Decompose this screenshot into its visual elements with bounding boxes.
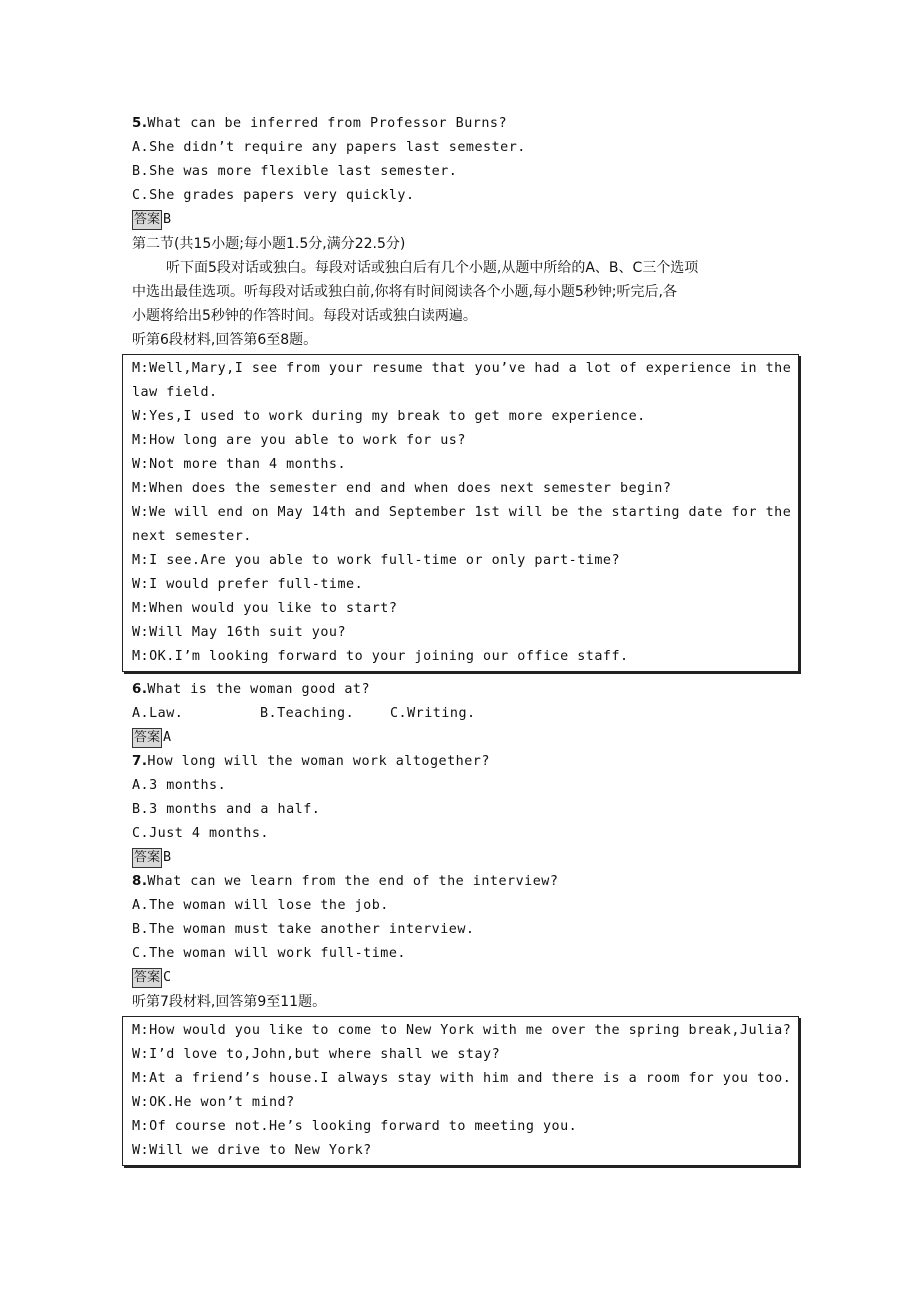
- dialogue-line: M:How would you like to come to New York with me over the spring break,Julia?: [132, 1023, 792, 1038]
- question-text: What is the woman good at?: [147, 682, 371, 697]
- option: C.She grades papers very quickly.: [132, 188, 415, 203]
- option: C.Writing.: [390, 706, 476, 721]
- question-number: 5.: [132, 116, 148, 131]
- option: A.Law.: [132, 706, 184, 721]
- dialogue-line: W:We will end on May 14th and September 1st will be the starting date for the next semester.: [132, 505, 792, 544]
- answer-row: [132, 208, 798, 232]
- material-intro: 听第6段材料,回答第6至8题。: [132, 332, 318, 348]
- dialogue-line: M:Of course not.He’s looking forward to meeting you.: [132, 1119, 578, 1134]
- exam-page: [132, 112, 798, 1172]
- option: B.She was more flexible last semester.: [132, 164, 458, 179]
- answer-value: B: [163, 850, 172, 865]
- dialogue-line: M:When does the semester end and when does next semester begin?: [132, 481, 672, 496]
- question-number: 8.: [132, 874, 148, 889]
- option: A.3 months.: [132, 778, 227, 793]
- answer-badge: 答案: [132, 848, 162, 868]
- question-6: [132, 678, 798, 702]
- dialogue-line: M:At a friend’s house.I always stay with him and there is a room for you too.: [132, 1071, 792, 1086]
- answer-value: B: [163, 212, 172, 227]
- dialogue-box: [122, 354, 799, 672]
- answer-badge: 答案: [132, 968, 162, 988]
- dialogue-line: W:I would prefer full-time.: [132, 577, 364, 592]
- answer-badge: 答案: [132, 210, 162, 230]
- option: C.Just 4 months.: [132, 826, 269, 841]
- dialogue-line: W:Not more than 4 months.: [132, 457, 347, 472]
- question-text: How long will the woman work altogether?: [147, 754, 490, 769]
- dialogue-line: W:I’d love to,John,but where shall we stay?: [132, 1047, 501, 1062]
- option: C.The woman will work full-time.: [132, 946, 406, 961]
- question-number: 6.: [132, 682, 148, 697]
- instructions-line: 小题将给出5秒钟的作答时间。每段对话或独白读两遍。: [132, 308, 477, 324]
- section-heading: 第二节(共15小题;每小题1.5分,满分22.5分): [132, 236, 406, 252]
- dialogue-line: W:Yes,I used to work during my break to get more experience.: [132, 409, 646, 424]
- answer-badge: 答案: [132, 728, 162, 748]
- question-5: [132, 112, 798, 136]
- question-text: What can we learn from the end of the interview?: [147, 874, 559, 889]
- question-8: [132, 870, 798, 894]
- option: A.The woman will lose the job.: [132, 898, 389, 913]
- material-intro: 听第7段材料,回答第9至11题。: [132, 994, 327, 1010]
- dialogue-line: M:OK.I’m looking forward to your joining our office staff.: [132, 649, 629, 664]
- option: B.Teaching.: [260, 706, 355, 721]
- option: A.She didn’t require any papers last semester.: [132, 140, 526, 155]
- answer-row: [132, 726, 798, 750]
- option: B.The woman must take another interview.: [132, 922, 475, 937]
- question-text: What can be inferred from Professor Burns?: [147, 116, 508, 131]
- answer-value: C: [163, 970, 172, 985]
- question-7: [132, 750, 798, 774]
- answer-value: A: [163, 730, 172, 745]
- answer-row: [132, 966, 798, 990]
- instructions-line: 中选出最佳选项。听每段对话或独白前,你将有时间阅读各个小题,每小题5秒钟;听完后,各: [132, 284, 677, 300]
- dialogue-box: [122, 1016, 799, 1166]
- options-row: [132, 702, 798, 726]
- dialogue-line: M:How long are you able to work for us?: [132, 433, 466, 448]
- question-number: 7.: [132, 754, 148, 769]
- dialogue-line: W:Will May 16th suit you?: [132, 625, 347, 640]
- answer-row: [132, 846, 798, 870]
- option: B.3 months and a half.: [132, 802, 321, 817]
- dialogue-line: W:Will we drive to New York?: [132, 1143, 372, 1158]
- dialogue-line: M:I see.Are you able to work full-time or only part-time?: [132, 553, 621, 568]
- instructions-line: 听下面5段对话或独白。每段对话或独白后有几个小题,从题中所给的A、B、C三个选项: [166, 260, 699, 276]
- dialogue-line: W:OK.He won’t mind?: [132, 1095, 295, 1110]
- dialogue-line: M:Well,Mary,I see from your resume that you’ve had a lot of experience in the law field.: [132, 361, 792, 400]
- dialogue-line: M:When would you like to start?: [132, 601, 398, 616]
